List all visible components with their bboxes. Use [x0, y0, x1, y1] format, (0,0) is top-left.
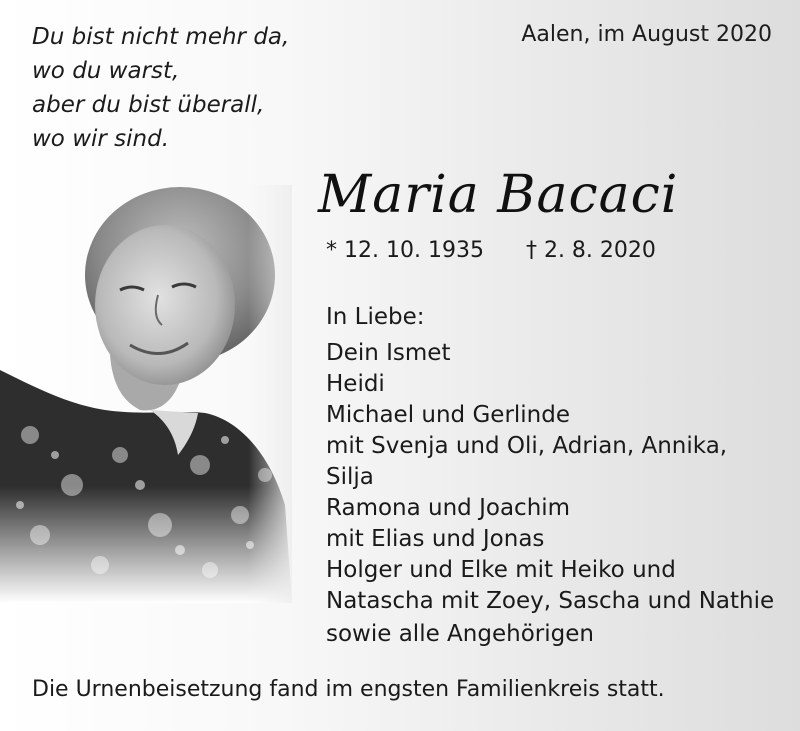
portrait-photo [0, 185, 292, 603]
mourners-intro: In Liebe: [326, 304, 425, 330]
birth-date: * 12. 10. 1935 [326, 238, 484, 263]
poem-line: wo wir sind. [32, 126, 170, 152]
mourner-line: Heidi [326, 371, 385, 397]
mourner-line: Dein Ismet [326, 340, 451, 366]
poem-line: Du bist nicht mehr da, [32, 24, 290, 50]
mourner-line: mit Elias und Jonas [326, 526, 545, 552]
death-date: † 2. 8. 2020 [525, 238, 656, 263]
place-date: Aalen, im August 2020 [521, 22, 772, 47]
deceased-name: Maria Bacaci [318, 165, 679, 225]
mourner-line: Silja [326, 464, 374, 490]
burial-note: Die Urnenbeisetzung fand im engsten Familienkreis statt. [32, 677, 665, 702]
poem-line: aber du bist überall, [32, 92, 265, 118]
mourner-line: Ramona und Joachim [326, 495, 571, 521]
poem-line: wo du warst, [32, 58, 180, 84]
mourner-line: mit Svenja und Oli, Adrian, Annika, [326, 433, 728, 459]
mourner-line: sowie alle Angehörigen [326, 621, 594, 647]
life-dates [326, 238, 656, 263]
mourner-line: Michael und Gerlinde [326, 402, 571, 428]
mourner-line: Holger und Elke mit Heiko und [326, 557, 676, 583]
mourner-line: Natascha mit Zoey, Sascha und Nathie [326, 588, 775, 614]
